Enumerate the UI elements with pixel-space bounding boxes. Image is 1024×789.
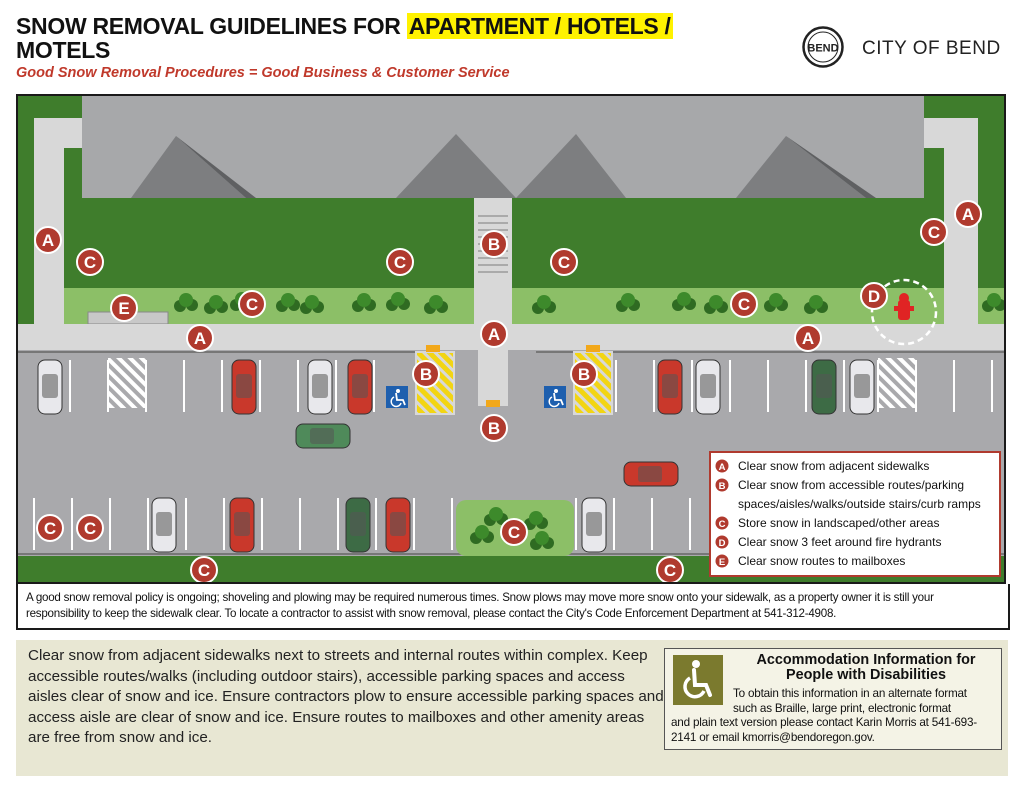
marker-b	[481, 231, 507, 257]
svg-text:spaces/aisles/walks/outside st: spaces/aisles/walks/outside stairs/curb ramps	[738, 497, 981, 511]
svg-text:C: C	[197, 561, 211, 580]
parked-car	[850, 360, 874, 414]
accessible-parking-sign-right	[544, 386, 566, 408]
svg-text:C: C	[737, 295, 751, 314]
parked-car	[152, 498, 176, 552]
svg-text:C: C	[507, 523, 521, 542]
parked-car	[232, 360, 256, 414]
parked-car	[582, 498, 606, 552]
marker-a	[955, 201, 981, 227]
svg-text:C: C	[663, 561, 677, 580]
marker-b	[571, 361, 597, 387]
svg-text:Clear snow routes to mailboxes: Clear snow routes to mailboxes	[738, 554, 906, 568]
svg-text:C: C	[718, 519, 726, 530]
marker-c	[37, 515, 63, 541]
marker-d	[861, 283, 887, 309]
marker-c	[77, 249, 103, 275]
striped-aisle-left	[108, 358, 146, 408]
legend-item	[716, 535, 942, 549]
legend-item	[716, 554, 906, 568]
svg-text:Clear snow from adjacent sidew: Clear snow from adjacent sidewalks	[738, 459, 930, 473]
marker-a	[35, 227, 61, 253]
city-seal-icon	[802, 26, 844, 68]
svg-text:A: A	[193, 329, 207, 348]
parked-car	[38, 360, 62, 414]
marker-c	[191, 557, 217, 583]
parked-car	[348, 360, 372, 414]
accommodation-body: To obtain this information in an alternate format such as Braille, large print, electronic format and plain text version please contact Karin Morris at 541-693-2141 or email kmorris@bendoregon.gov.	[671, 687, 977, 744]
marker-c	[551, 249, 577, 275]
marker-c	[731, 291, 757, 317]
page-title	[16, 14, 736, 62]
parked-car	[696, 360, 720, 414]
svg-text:A: A	[41, 231, 55, 250]
contact-info: 541-693-2141 or email kmorris@bendoregon.gov.	[671, 716, 977, 744]
svg-text:D: D	[867, 287, 881, 306]
marker-c	[501, 519, 527, 545]
accommodation-box	[664, 648, 1002, 750]
accessible-parking-sign-left	[386, 386, 408, 408]
parked-car	[812, 360, 836, 414]
subtitle: Good Snow Removal Procedures = Good Business & Customer Service	[16, 65, 510, 81]
site-map-diagram	[16, 94, 1006, 584]
svg-text:C: C	[83, 253, 97, 272]
parked-car	[346, 498, 370, 552]
svg-text:C: C	[393, 253, 407, 272]
marker-a	[795, 325, 821, 351]
title-highlight: APARTMENT / HOTELS /	[408, 13, 671, 39]
svg-text:B: B	[487, 235, 501, 254]
marker-a	[187, 325, 213, 351]
marker-e	[111, 295, 137, 321]
svg-text:A: A	[961, 205, 975, 224]
policy-notice: A good snow removal policy is ongoing; shoveling and plowing may be required numerous times. Snow plows may move more snow onto your sidewalk, as a property owner it is still your responsibility to keep the sidewalk clear. To locate a contractor to assist with snow removal, please contact the City's Code Enforcement Department at 541-312-4908.	[16, 584, 1010, 630]
title-part-2: MOTELS	[16, 37, 111, 63]
svg-text:C: C	[245, 295, 259, 314]
parked-car	[230, 498, 254, 552]
right-walkway	[944, 118, 978, 338]
svg-text:E: E	[718, 557, 726, 568]
header	[16, 14, 1016, 84]
parked-car	[624, 462, 678, 486]
guideline-summary: Clear snow from adjacent sidewalks next to streets and internal routes within complex. Keep accessible routes/walks (including outdoor stairs), accessible parking spaces and access aisles clear of snow and ice. Ensure contractors plow to ensure accessible parking spaces and access aisle are clear of snow and ice. Ensure routes to mailboxes and other amenity areas are free from snow and ice.	[28, 647, 664, 746]
svg-text:Clear snow 3 feet around fire: Clear snow 3 feet around fire hydrants	[738, 535, 942, 549]
svg-text:B: B	[718, 481, 726, 492]
bottom-panel	[16, 640, 1008, 776]
striped-aisle-right	[878, 358, 916, 408]
site-map	[16, 94, 1006, 584]
marker-b	[481, 415, 507, 441]
svg-text:B: B	[419, 365, 433, 384]
accommodation-heading: Accommodation Information for People with Disabilities	[756, 652, 976, 683]
hedge-strip-right	[512, 288, 1006, 324]
svg-text:C: C	[927, 223, 941, 242]
legend-box	[710, 452, 1000, 576]
marker-c	[77, 515, 103, 541]
marker-c	[921, 219, 947, 245]
marker-c	[387, 249, 413, 275]
legend-item	[716, 459, 930, 473]
svg-text:A: A	[801, 329, 815, 348]
svg-text:Store snow in landscaped/other: Store snow in landscaped/other areas	[738, 516, 940, 530]
svg-text:C: C	[83, 519, 97, 538]
title-part-1: SNOW REMOVAL GUIDELINES FOR	[16, 13, 407, 39]
svg-text:C: C	[557, 253, 571, 272]
svg-text:Clear snow from accessible rou: Clear snow from accessible routes/parking	[738, 478, 965, 492]
legend-item	[716, 516, 940, 530]
city-name: CITY OF BEND	[862, 38, 1001, 59]
svg-text:E: E	[118, 299, 130, 318]
marker-c	[239, 291, 265, 317]
parked-car	[658, 360, 682, 414]
seal-text: BEND	[807, 42, 839, 55]
parked-car	[296, 424, 350, 448]
svg-text:B: B	[487, 419, 501, 438]
svg-text:A: A	[487, 325, 501, 344]
marker-b	[413, 361, 439, 387]
legend-item	[716, 478, 965, 492]
svg-text:B: B	[577, 365, 591, 384]
city-logo	[802, 26, 1002, 72]
svg-text:D: D	[718, 538, 726, 549]
parked-car	[386, 498, 410, 552]
svg-text:A: A	[718, 462, 726, 473]
curb-ramp-walk	[478, 350, 508, 406]
marker-c	[657, 557, 683, 583]
marker-a	[481, 321, 507, 347]
parked-car	[308, 360, 332, 414]
legend-item	[738, 497, 981, 511]
main-sidewalk	[16, 324, 1006, 350]
svg-text:C: C	[43, 519, 57, 538]
center-walkway	[474, 198, 512, 338]
